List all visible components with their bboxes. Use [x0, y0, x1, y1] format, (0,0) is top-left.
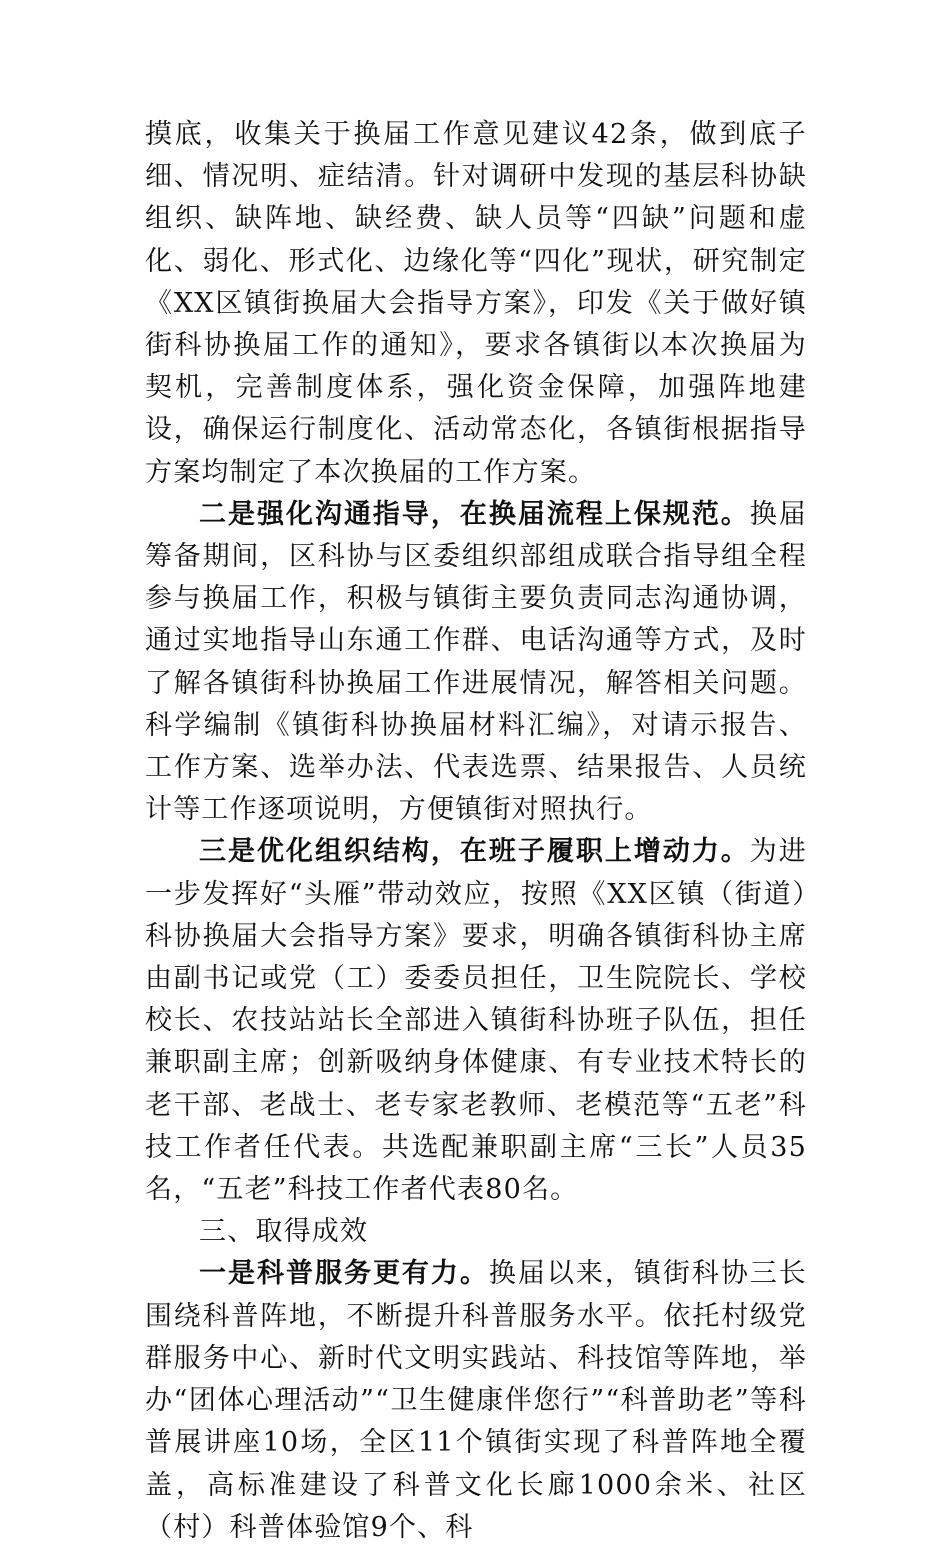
paragraph-lead: 二是强化沟通指导，在换届流程上保规范。: [199, 498, 750, 530]
document-body: [145, 114, 807, 1549]
paragraph-structure: [145, 831, 807, 1211]
paragraph-science-service: [145, 1253, 807, 1548]
section-heading: 三、取得成效: [199, 1216, 369, 1248]
paragraph-survey: [145, 114, 807, 494]
paragraph-text: 为进一步发挥好“头雁”带动效应，按照《XX区镇（街道）科协换届大会指导方案》要求，明确各镇街科协主席由副书记或党（工）委委员担任，卫生院院长、学校校长、农技站站长全部进入镇街科协班子队伍，担任兼职副主席；创新吸纳身体健康、有专业技术特长的老干部、老战士、老专家老教师、老模范等“五老”科技工作者任代表。共选配兼职副主席“三长”人员35名，“五老”科技工作者代表80名。: [145, 836, 807, 1206]
paragraph-text: 换届以来，镇街科协三长围绕科普阵地，不断提升科普服务水平。依托村级党群服务中心、新时代文明实践站、科技馆等阵地，举办“团体心理活动”“卫生健康伴您行”“科普助老”等科普展讲座10场，全区11个镇街实现了科普阵地全覆盖，高标准建设了科普文化长廊1000余米、社区（村）科普体验馆9个、科: [145, 1258, 808, 1543]
paragraph-communication: [145, 494, 807, 832]
paragraph-lead: 一是科普服务更有力。: [199, 1258, 489, 1290]
paragraph-text: 换届筹备期间，区科协与区委组织部组成联合指导组全程参与换届工作，积极与镇街主要负责同志沟通协调，通过实地指导山东通工作群、电话沟通等方式，及时了解各镇街科协换届工作进展情况，解答相关问题。科学编制《镇街科协换届材料汇编》，对请示报告、工作方案、选举办法、代表选票、结果报告、人员统计等工作逐项说明，方便镇街对照执行。: [145, 498, 807, 826]
paragraph-text: 摸底，收集关于换届工作意见建议42条，做到底子细、情况明、症结清。针对调研中发现的基层科协缺组织、缺阵地、缺经费、缺人员等“四缺”问题和虚化、弱化、形式化、边缘化等“四化”现状，研究制定《XX区镇街换届大会指导方案》，印发《关于做好镇街科协换届工作的通知》，要求各镇街以本次换届为契机，完善制度体系，强化资金保障，加强阵地建设，确保运行制度化、活动常态化，各镇街根据指导方案均制定了本次换届的工作方案。: [145, 119, 807, 488]
paragraph-lead: 三是优化组织结构，在班子履职上增动力。: [199, 836, 750, 868]
